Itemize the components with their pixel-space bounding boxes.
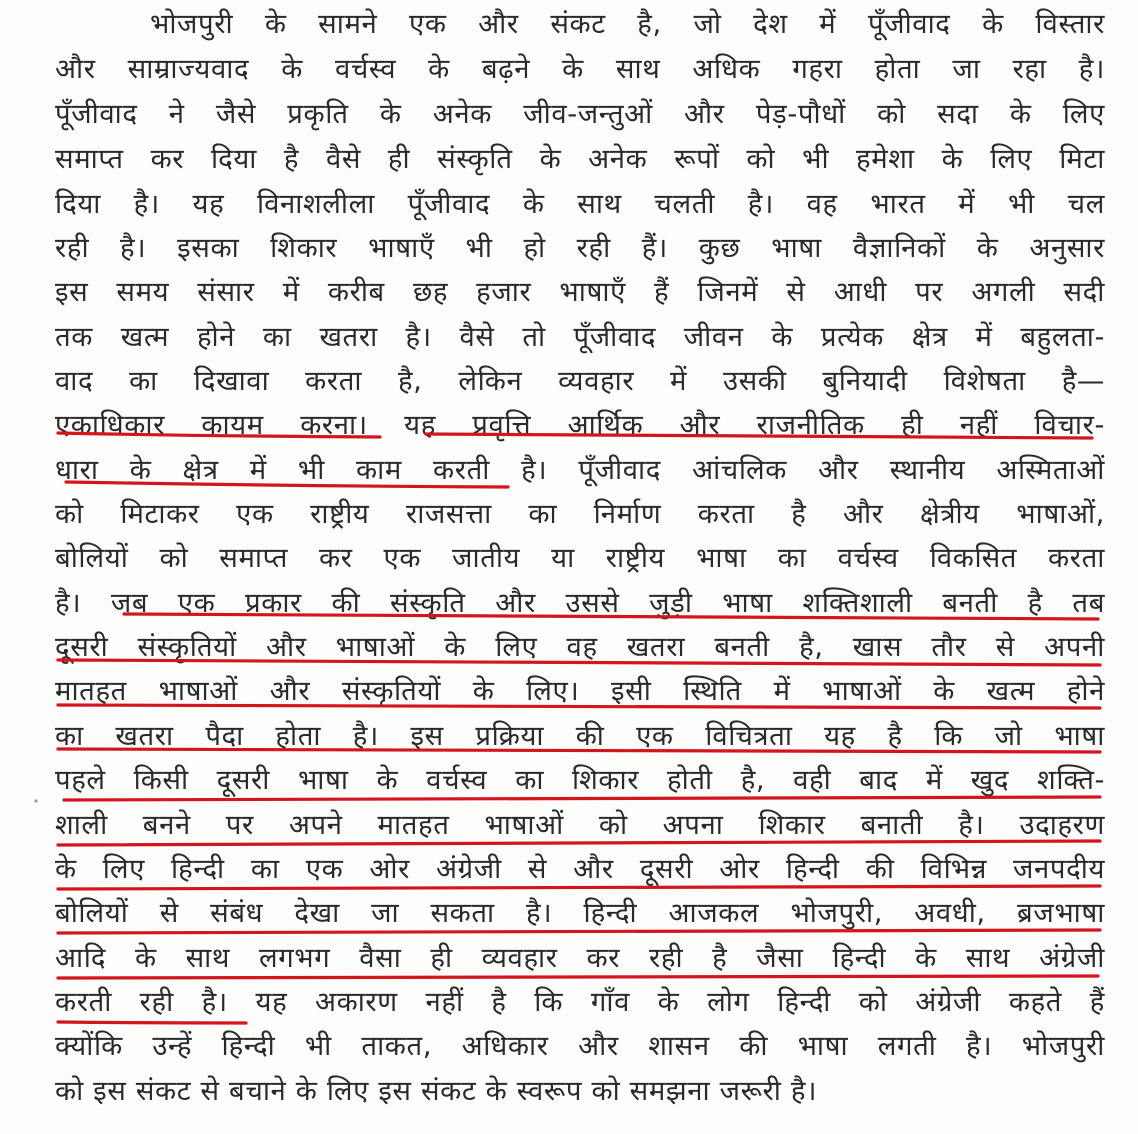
text-line-5: दिया है। यह विनाशलीला पूँजीवाद के साथ चलती है। वह भारत में भी चल [55, 188, 1105, 220]
text-line-21: बोलियों से संबंध देखा जा सकता है। हिन्दी आजकल भोजपुरी, अवधी, ब्रजभाषा [55, 897, 1105, 929]
paper-speck [34, 799, 37, 802]
text-line-10: एकाधिकार कायम करना। यह प्रवृत्ति आर्थिक और राजनीतिक ही नहीं विचार- [55, 409, 1105, 441]
text-line-22: आदि के साथ लगभग वैसा ही व्यवहार कर रही है जैसा हिन्दी के साथ अंग्रेजी [55, 942, 1105, 974]
text-line-3: पूँजीवाद ने जैसे प्रकृति के अनेक जीव-जन्तुओं और पेड़-पौधों को सदा के लिए [55, 98, 1105, 130]
text-line-9: वाद का दिखावा करता है, लेकिन व्यवहार में उसकी बुनियादी विशेषता है— [55, 365, 1105, 397]
text-line-2: और साम्राज्यवाद के वर्चस्व के बढ़ने के साथ अधिक गहरा होता जा रहा है। [55, 53, 1105, 85]
text-line-11: धारा के क्षेत्र में भी काम करती है। पूँजीवाद आंचलिक और स्थानीय अस्मिताओं [55, 454, 1105, 486]
text-line-6: रही है। इसका शिकार भाषाएँ भी हो रही हैं। कुछ भाषा वैज्ञानिकों के अनुसार [55, 232, 1105, 264]
text-line-23: करती रही है। यह अकारण नहीं है कि गाँव के लोग हिन्दी को अंग्रेजी कहते हैं [55, 986, 1105, 1018]
text-line-15: दूसरी संस्कृतियों और भाषाओं के लिए वह खतरा बनती है, खास तौर से अपनी [55, 631, 1105, 663]
text-line-24: क्योंकि उन्हें हिन्दी भी ताकत, अधिकार और शासन की भाषा लगती है। भोजपुरी [55, 1030, 1105, 1062]
text-line-19: शाली बनने पर अपने मातहत भाषाओं को अपना शिकार बनाती है। उदाहरण [55, 809, 1105, 841]
text-line-4: समाप्त कर दिया है वैसे ही संस्कृति के अनेक रूपों को भी हमेशा के लिए मिटा [55, 143, 1105, 175]
text-line-14: है। जब एक प्रकार की संस्कृति और उससे जुड़ी भाषा शक्तिशाली बनती है तब [55, 587, 1105, 619]
text-line-18: पहले किसी दूसरी भाषा के वर्चस्व का शिकार होती है, वही बाद में खुद शक्ति- [55, 764, 1105, 796]
text-line-17: का खतरा पैदा होता है। इस प्रक्रिया की एक विचित्रता यह है कि जो भाषा [55, 720, 1105, 752]
text-line-20: के लिए हिन्दी का एक ओर अंग्रेजी से और दूसरी ओर हिन्दी की विभिन्न जनपदीय [55, 853, 1105, 885]
text-line-13: बोलियों को समाप्त कर एक जातीय या राष्ट्रीय भाषा का वर्चस्व विकसित करता [55, 542, 1105, 574]
text-line-7: इस समय संसार में करीब छह हजार भाषाएँ हैं जिनमें से आधी पर अगली सदी [55, 276, 1105, 308]
text-line-1: भोजपुरी के सामने एक और संकट है, जो देश में पूँजीवाद के विस्तार [150, 8, 1105, 40]
underline-13 [58, 1022, 246, 1023]
text-line-12: को मिटाकर एक राष्ट्रीय राजसत्ता का निर्माण करता है और क्षेत्रीय भाषाओं, [55, 498, 1105, 530]
text-line-25: को इस संकट से बचाने के लिए इस संकट के स्वरूप को समझना जरूरी है। [55, 1075, 818, 1107]
text-line-16: मातहत भाषाओं और संस्कृतियों के लिए। इसी स्थिति में भाषाओं के खत्म होने [55, 675, 1105, 707]
text-line-8: तक खत्म होने का खतरा है। वैसे तो पूँजीवाद जीवन के प्रत्येक क्षेत्र में बहुलता- [55, 321, 1105, 353]
